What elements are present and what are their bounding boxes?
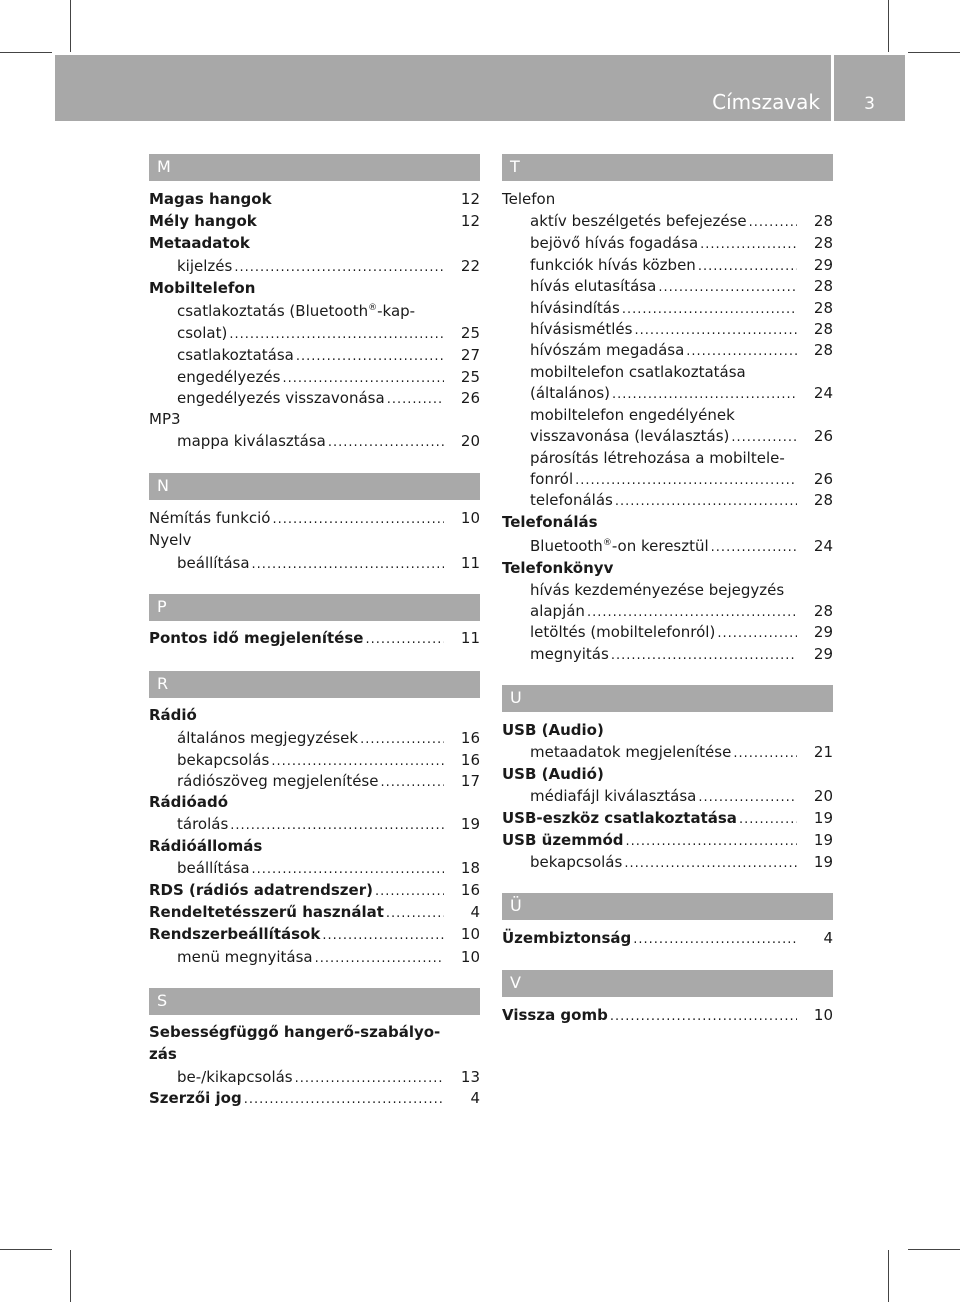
index-subentry: bekapcsolás ..... 16 xyxy=(177,749,480,771)
index-entry: Mobiltelefon xyxy=(149,279,256,297)
index-subentry: mappa kiválasztása ..... 20 xyxy=(177,430,480,452)
index-subentry: engedélyezés ..... 25 xyxy=(177,366,480,388)
index-subentry: bekapcsolás ..... 19 xyxy=(530,851,833,873)
index-entry: Némítás funkció ..... 10 xyxy=(149,507,480,529)
crop-mark xyxy=(888,0,889,52)
index-entry: Vissza gomb ..... 10 xyxy=(502,1004,833,1026)
index-subentry: mobiltelefon engedélyének xyxy=(530,406,735,424)
section-header-v: V xyxy=(502,970,833,997)
index-entry: RDS (rádiós adatrendszer) ..... 16 xyxy=(149,879,480,901)
index-subentry: be-/kikapcsolás ..... 13 xyxy=(177,1066,480,1088)
index-entry: Rendeltetésszerű használat ..... 4 xyxy=(149,901,480,923)
index-subentry: Bluetooth®-on keresztül ..... 24 xyxy=(530,535,833,557)
index-subentry: rádiószöveg megjelenítése ..... 17 xyxy=(177,770,480,792)
crop-mark xyxy=(908,52,960,53)
index-subentry: bejövő hívás fogadása ..... 28 xyxy=(530,232,833,254)
crop-mark xyxy=(0,52,52,53)
index-subentry: kijelzés ..... 22 xyxy=(177,255,480,277)
index-entry: Rádióállomás xyxy=(149,837,263,855)
index-subentry: letöltés (mobiltelefonról) ..... 29 xyxy=(530,621,833,643)
index-entry: USB üzemmód ..... 19 xyxy=(502,829,833,851)
index-entry: Metaadatok xyxy=(149,234,250,252)
index-entry: Magas hangok 12 xyxy=(149,190,480,208)
index-subentry: engedélyezés visszavonása ..... 26 xyxy=(177,387,480,409)
index-subentry: fonról ..... 26 xyxy=(530,468,833,490)
index-entry: Rádióadó xyxy=(149,793,229,811)
index-entry: Nyelv xyxy=(149,531,192,549)
page-number: 3 xyxy=(864,94,875,114)
index-subentry: csatlakoztatás (Bluetooth®-kap- xyxy=(177,302,416,320)
index-subentry: megnyitás ..... 29 xyxy=(530,643,833,665)
index-entry: USB (Audió) xyxy=(502,765,604,783)
index-subentry: tárolás ..... 19 xyxy=(177,813,480,835)
index-entry: Mély hangok 12 xyxy=(149,212,480,230)
section-header-m: M xyxy=(149,154,480,181)
index-subentry: aktív beszélgetés befejezése ..... 28 xyxy=(530,210,833,232)
index-entry: Pontos idő megjelenítése ..... 11 xyxy=(149,627,480,649)
crop-mark xyxy=(888,1250,889,1302)
index-subentry: csolat) ..... 25 xyxy=(177,322,480,344)
index-subentry: hívás kezdeményezése bejegyzés xyxy=(530,581,785,599)
crop-mark xyxy=(0,1249,52,1250)
index-subentry: visszavonása (leválasztás) ..... 26 xyxy=(530,425,833,447)
index-subentry: hívásindítás ..... 28 xyxy=(530,297,833,319)
index-subentry: médiafájl kiválasztása ..... 20 xyxy=(530,785,833,807)
index-entry: Üzembiztonság ..... 4 xyxy=(502,927,833,949)
section-header-p: P xyxy=(149,594,480,621)
index-entry: MP3 xyxy=(149,410,181,428)
index-entry: USB-eszköz csatlakoztatása ..... 19 xyxy=(502,807,833,829)
index-subentry: hívásismétlés ..... 28 xyxy=(530,318,833,340)
index-entry: Sebességfüggő hangerő-szabályo- xyxy=(149,1023,441,1041)
index-entry: zás xyxy=(149,1045,177,1063)
section-header-u-umlaut: Ü xyxy=(502,893,833,920)
index-entry: Telefon xyxy=(502,190,556,208)
index-subentry: általános megjegyzések ..... 16 xyxy=(177,727,480,749)
index-subentry: beállítása ..... 18 xyxy=(177,857,480,879)
index-subentry: mobiltelefon csatlakoztatása xyxy=(530,363,746,381)
index-subentry: hívószám megadása ..... 28 xyxy=(530,339,833,361)
index-subentry: párosítás létrehozása a mobiltele- xyxy=(530,449,785,467)
section-header-t: T xyxy=(502,154,833,181)
index-subentry: beállítása ..... 11 xyxy=(177,552,480,574)
index-subentry: hívás elutasítása ..... 28 xyxy=(530,275,833,297)
crop-mark xyxy=(70,0,71,52)
index-entry: USB (Audio) xyxy=(502,721,604,739)
index-entry: Telefonkönyv xyxy=(502,559,614,577)
index-subentry: metaadatok megjelenítése ..... 21 xyxy=(530,741,833,763)
index-subentry: telefonálás ..... 28 xyxy=(530,489,833,511)
section-header-s: S xyxy=(149,988,480,1015)
index-entry: Szerzői jog ..... 4 xyxy=(149,1087,480,1109)
section-header-r: R xyxy=(149,671,480,698)
index-subentry: alapján ..... 28 xyxy=(530,600,833,622)
index-subentry: csatlakoztatása ..... 27 xyxy=(177,344,480,366)
crop-mark xyxy=(70,1250,71,1302)
section-header-n: N xyxy=(149,473,480,500)
index-entry: Telefonálás xyxy=(502,513,598,531)
crop-mark xyxy=(908,1249,960,1250)
section-header-u: U xyxy=(502,685,833,712)
page-title: Címszavak xyxy=(712,90,820,114)
index-entry: Rádió xyxy=(149,706,197,724)
index-subentry: funkciók hívás közben ..... 29 xyxy=(530,254,833,276)
index-entry: Rendszerbeállítások ..... 10 xyxy=(149,923,480,945)
index-subentry: (általános) ..... 24 xyxy=(530,382,833,404)
index-subentry: menü megnyitása ..... 10 xyxy=(177,946,480,968)
